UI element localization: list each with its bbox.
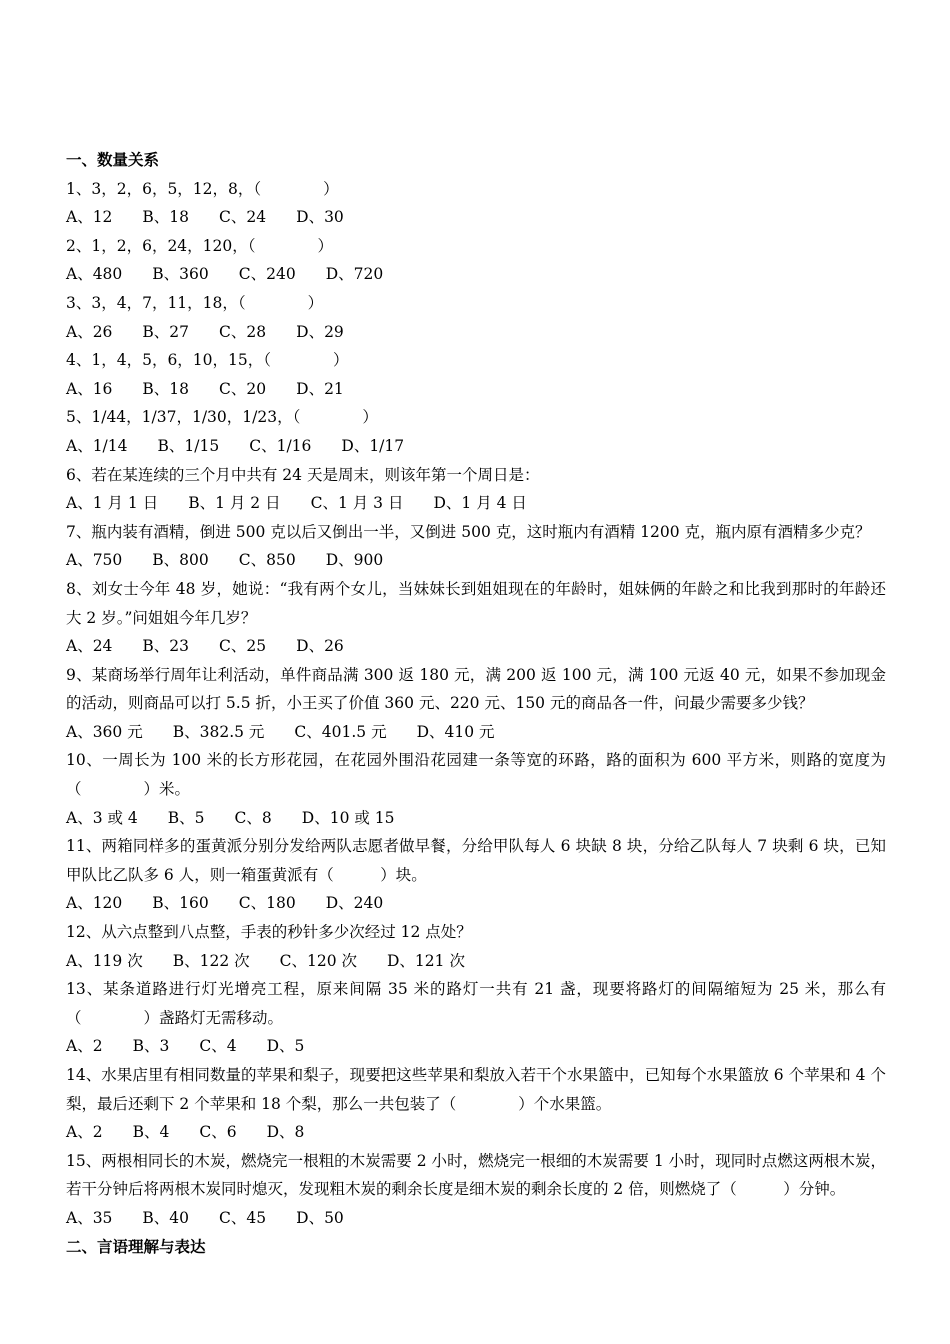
option-b: B、18: [142, 379, 190, 398]
question-3-options: [66, 318, 886, 347]
option-d: D、10 或 15: [301, 808, 395, 827]
option-d: D、1 月 4 日: [433, 494, 527, 513]
question-14-text: 14、水果店里有相同数量的苹果和梨子，现要把这些苹果和梨放入若干个水果篮中，已知每个水果篮放 6 个苹果和 4 个梨，最后还剩下 2 个苹果和 18 个梨，那么一共包装了（ ）个水果篮。: [66, 1066, 886, 1113]
question-10-options: [66, 804, 886, 833]
option-a: A、1 月 1 日: [66, 494, 159, 513]
question-2-options: [66, 260, 886, 289]
option-c: C、45: [219, 1208, 267, 1227]
question-6-text: 6、若在某连续的三个月中共有 24 天是周末，则该年第一个周日是：: [66, 465, 540, 484]
question-15-options: [66, 1204, 886, 1233]
option-a: A、12: [66, 208, 113, 227]
option-d: D、5: [266, 1037, 305, 1056]
question-4-options: [66, 375, 886, 404]
option-d: D、50: [296, 1208, 344, 1227]
option-a: A、2: [66, 1037, 103, 1056]
option-b: B、122 次: [172, 951, 250, 970]
option-d: D、121 次: [387, 951, 465, 970]
option-b: B、23: [142, 637, 190, 656]
option-d: D、1/17: [341, 436, 405, 455]
question-11-text: 11、两箱同样多的蛋黄派分别分发给两队志愿者做早餐，分给甲队每人 6 块缺 8 块，分给乙队每人 7 块剩 6 块，已知甲队比乙队多 6 人，则一箱蛋黄派有（ ）块。: [66, 837, 886, 884]
question-7-text: 7、瓶内装有酒精，倒进 500 克以后又倒出一半，又倒进 500 克，这时瓶内有酒精 1200 克，瓶内原有酒精多少克？: [66, 522, 871, 541]
question-8-text: 8、刘女士今年 48 岁，她说：“我有两个女儿，当妹妹长到姐姐现在的年龄时，姐妹俩的年龄之和比我到那时的年龄还大 2 岁。”问姐姐今年几岁？: [66, 579, 886, 627]
section-title-quantitative: 一、数量关系: [66, 151, 160, 169]
question-5-text: 5、1/44，1/37，1/30，1/23，（ ）: [66, 408, 378, 427]
option-b: B、5: [167, 808, 205, 827]
option-a: A、750: [66, 551, 123, 570]
option-b: B、382.5 元: [172, 722, 265, 741]
option-a: A、120: [66, 894, 123, 913]
option-d: D、26: [296, 637, 344, 656]
option-c: C、8: [234, 808, 272, 827]
option-a: A、24: [66, 637, 113, 656]
question-5-options: [66, 432, 886, 461]
option-b: B、18: [142, 208, 190, 227]
option-a: A、3 或 4: [66, 808, 138, 827]
option-a: A、360 元: [66, 722, 143, 741]
question-2-text: 2、1，2，6，24，120，（ ）: [66, 236, 334, 255]
question-3-text: 3、3，4，7，11，18，（ ）: [66, 293, 324, 312]
option-c: C、1/16: [249, 436, 312, 455]
option-c: C、240: [238, 265, 296, 284]
option-d: D、720: [325, 265, 384, 284]
question-12-options: [66, 947, 886, 976]
option-a: A、2: [66, 1123, 103, 1142]
question-13-text: 13、某条道路进行灯光增亮工程，原来间隔 35 米的路灯一共有 21 盏，现要将路灯的间隔缩短为 25 米，那么有（ ）盏路灯无需移动。: [66, 980, 886, 1027]
option-b: B、360: [152, 265, 209, 284]
question-12-text: 12、从六点整到八点整，手表的秒针多少次经过 12 点处？: [66, 923, 472, 942]
option-c: C、28: [219, 322, 267, 341]
option-c: C、6: [199, 1123, 237, 1142]
question-7-options: [66, 546, 886, 575]
question-15-text: 15、两根相同长的木炭，燃烧完一根粗的木炭需要 2 小时，燃烧完一根细的木炭需要 1 小时，现同时点燃这两根木炭，若干分钟后将两根木炭同时熄灭，发现粗木炭的剩余长度是细木炭的剩余长度的 2 倍，则燃烧了（ ）分钟。: [66, 1151, 886, 1199]
option-a: A、16: [66, 379, 113, 398]
option-b: B、27: [142, 322, 190, 341]
question-1-options: [66, 203, 886, 232]
question-14-options: [66, 1118, 886, 1147]
question-9-text: 9、某商场举行周年让利活动，单件商品满 300 返 180 元，满 200 返 100 元，满 100 元返 40 元，如果不参加现金的活动，则商品可以打 5.5 折，小王买了价值 360 元、220 元、150 元的商品各一件，问最少需要多少钱？: [66, 665, 886, 713]
option-c: C、24: [219, 208, 267, 227]
option-b: B、800: [152, 551, 209, 570]
option-b: B、4: [132, 1123, 170, 1142]
document-page: [66, 146, 886, 1261]
option-a: A、119 次: [66, 951, 143, 970]
question-13-options: [66, 1032, 886, 1061]
question-4-text: 4、1，4，5，6，10，15，（ ）: [66, 351, 349, 370]
option-b: B、40: [142, 1208, 190, 1227]
option-d: D、410 元: [416, 722, 495, 741]
option-a: A、26: [66, 322, 113, 341]
option-d: D、8: [266, 1123, 305, 1142]
question-6-options: [66, 489, 886, 518]
option-d: D、21: [296, 379, 344, 398]
option-c: C、180: [238, 894, 296, 913]
option-d: D、240: [325, 894, 384, 913]
option-b: B、160: [152, 894, 209, 913]
question-10-text: 10、一周长为 100 米的长方形花园，在花园外围沿花园建一条等宽的环路，路的面积为 600 平方米，则路的宽度为（ ）米。: [66, 751, 886, 799]
option-b: B、1 月 2 日: [188, 494, 281, 513]
option-d: D、29: [296, 322, 344, 341]
question-1-text: 1、3，2，6，5，12，8，（ ）: [66, 179, 339, 198]
question-list: [66, 175, 886, 1233]
option-b: B、1/15: [157, 436, 220, 455]
option-c: C、4: [199, 1037, 237, 1056]
option-a: A、480: [66, 265, 123, 284]
option-c: C、25: [219, 637, 267, 656]
option-b: B、3: [132, 1037, 170, 1056]
option-c: C、120 次: [279, 951, 357, 970]
question-9-options: [66, 718, 886, 747]
option-c: C、850: [238, 551, 296, 570]
option-c: C、401.5 元: [294, 722, 387, 741]
option-a: A、1/14: [66, 436, 128, 455]
option-d: D、900: [325, 551, 384, 570]
question-8-options: [66, 632, 886, 661]
question-11-options: [66, 889, 886, 918]
option-a: A、35: [66, 1208, 113, 1227]
option-d: D、30: [296, 208, 344, 227]
option-c: C、1 月 3 日: [310, 494, 404, 513]
option-c: C、20: [219, 379, 267, 398]
section-title-verbal: 二、言语理解与表达: [66, 1237, 206, 1256]
